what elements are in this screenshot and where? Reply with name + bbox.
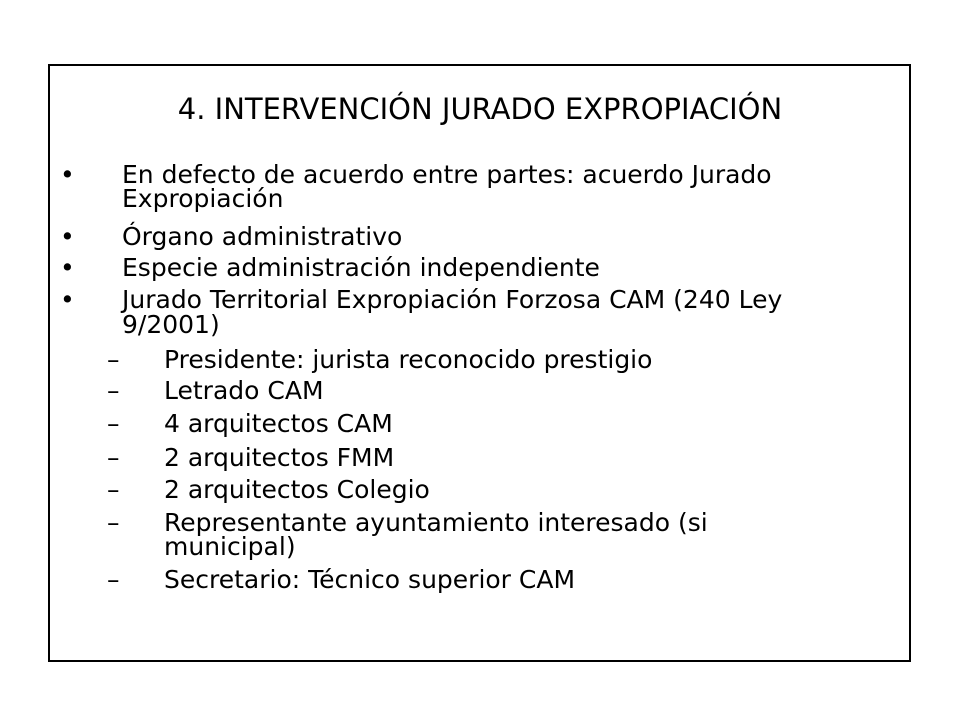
list-item-text: En defecto de acuerdo entre partes: acuerdo Jurado (122, 160, 772, 189)
dash-marker: – (107, 475, 120, 504)
bullet-marker: • (60, 222, 75, 251)
list-item-text: Jurado Territorial Expropiación Forzosa CAM (240 Ley (122, 285, 783, 314)
dash-marker: – (107, 345, 120, 374)
dash-marker: – (107, 443, 120, 472)
dash-marker: – (107, 508, 120, 537)
dash-marker: – (107, 409, 120, 438)
sub-item-text: 2 arquitectos Colegio (164, 475, 430, 504)
sub-item-text: municipal) (164, 532, 296, 561)
bullet-marker: • (60, 285, 75, 314)
sub-item-text: 2 arquitectos FMM (164, 443, 395, 472)
sub-item-text: Representante ayuntamiento interesado (si (164, 508, 708, 537)
sub-item-text: Letrado CAM (164, 376, 324, 405)
sub-item-text: Secretario: Técnico superior CAM (164, 565, 576, 594)
list-item-text: Especie administración independiente (122, 253, 600, 282)
dash-marker: – (107, 565, 120, 594)
list-item-text: Expropiación (122, 184, 284, 213)
list-item-text: 9/2001) (122, 310, 220, 339)
list-item-text: Órgano administrativo (122, 222, 403, 251)
sub-item-text: 4 arquitectos CAM (164, 409, 393, 438)
sub-item-text: Presidente: jurista reconocido prestigio (164, 345, 653, 374)
dash-marker: – (107, 376, 120, 405)
bullet-marker: • (60, 253, 75, 282)
slide-title: 4. INTERVENCIÓN JURADO EXPROPIACIÓN (177, 92, 783, 126)
bullet-marker: • (60, 160, 75, 189)
